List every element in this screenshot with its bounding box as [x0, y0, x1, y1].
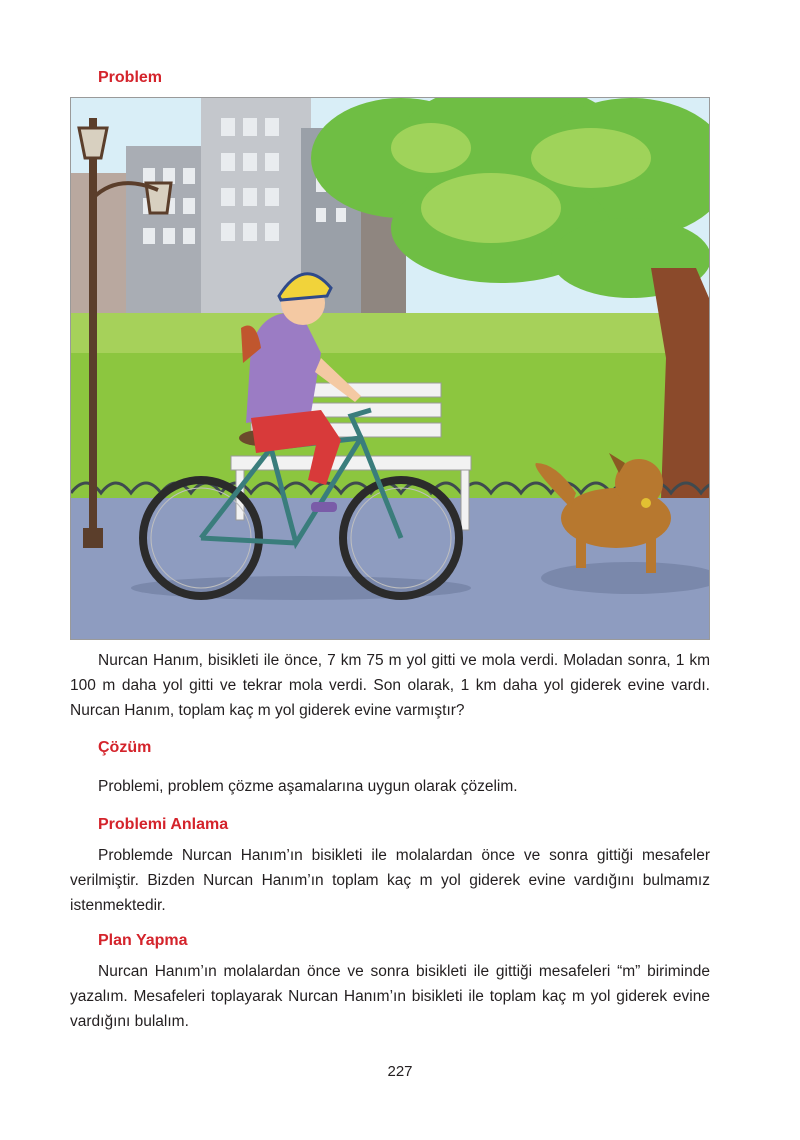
planning-heading: Plan Yapma [98, 932, 188, 949]
planning-text: Nurcan Hanım’ın molalardan önce ve sonra bisikleti ile gittiği mesafeleri “m” biriminde yazalım. Mesafeleri toplayarak Nurcan Hanım’ın bisikleti ile toplam kaç m yol giderek evine vardığını bulalım. [70, 963, 710, 1030]
understanding-text: Problemde Nurcan Hanım’ın bisikleti ile molalardan önce ve sonra gittiği mesafeler verilmiştir. Bizden Nurcan Hanım’ın toplam kaç m yol giderek evine vardığını bulmamız istenmektedir. [70, 847, 710, 914]
problem-heading: Problem [98, 69, 163, 86]
problem-text: Nurcan Hanım, bisikleti ile önce, 7 km 75 m yol gitti ve mola verdi. Moladan sonra, 1 km 100 m daha yol gitti ve tekrar mola verdi. Son olarak, 1 km daha yol giderek evine vardı. Nurcan Hanım, toplam kaç m yol giderek evine varmıştır? [70, 652, 710, 719]
understanding-heading: Problemi Anlama [98, 816, 229, 833]
solution-heading: Çözüm [98, 739, 152, 756]
park-cycling-illustration [70, 97, 710, 640]
solution-text: Problemi, problem çözme aşamalarına uygun olarak çözelim. [98, 778, 518, 795]
page-number: 227 [387, 1063, 413, 1080]
